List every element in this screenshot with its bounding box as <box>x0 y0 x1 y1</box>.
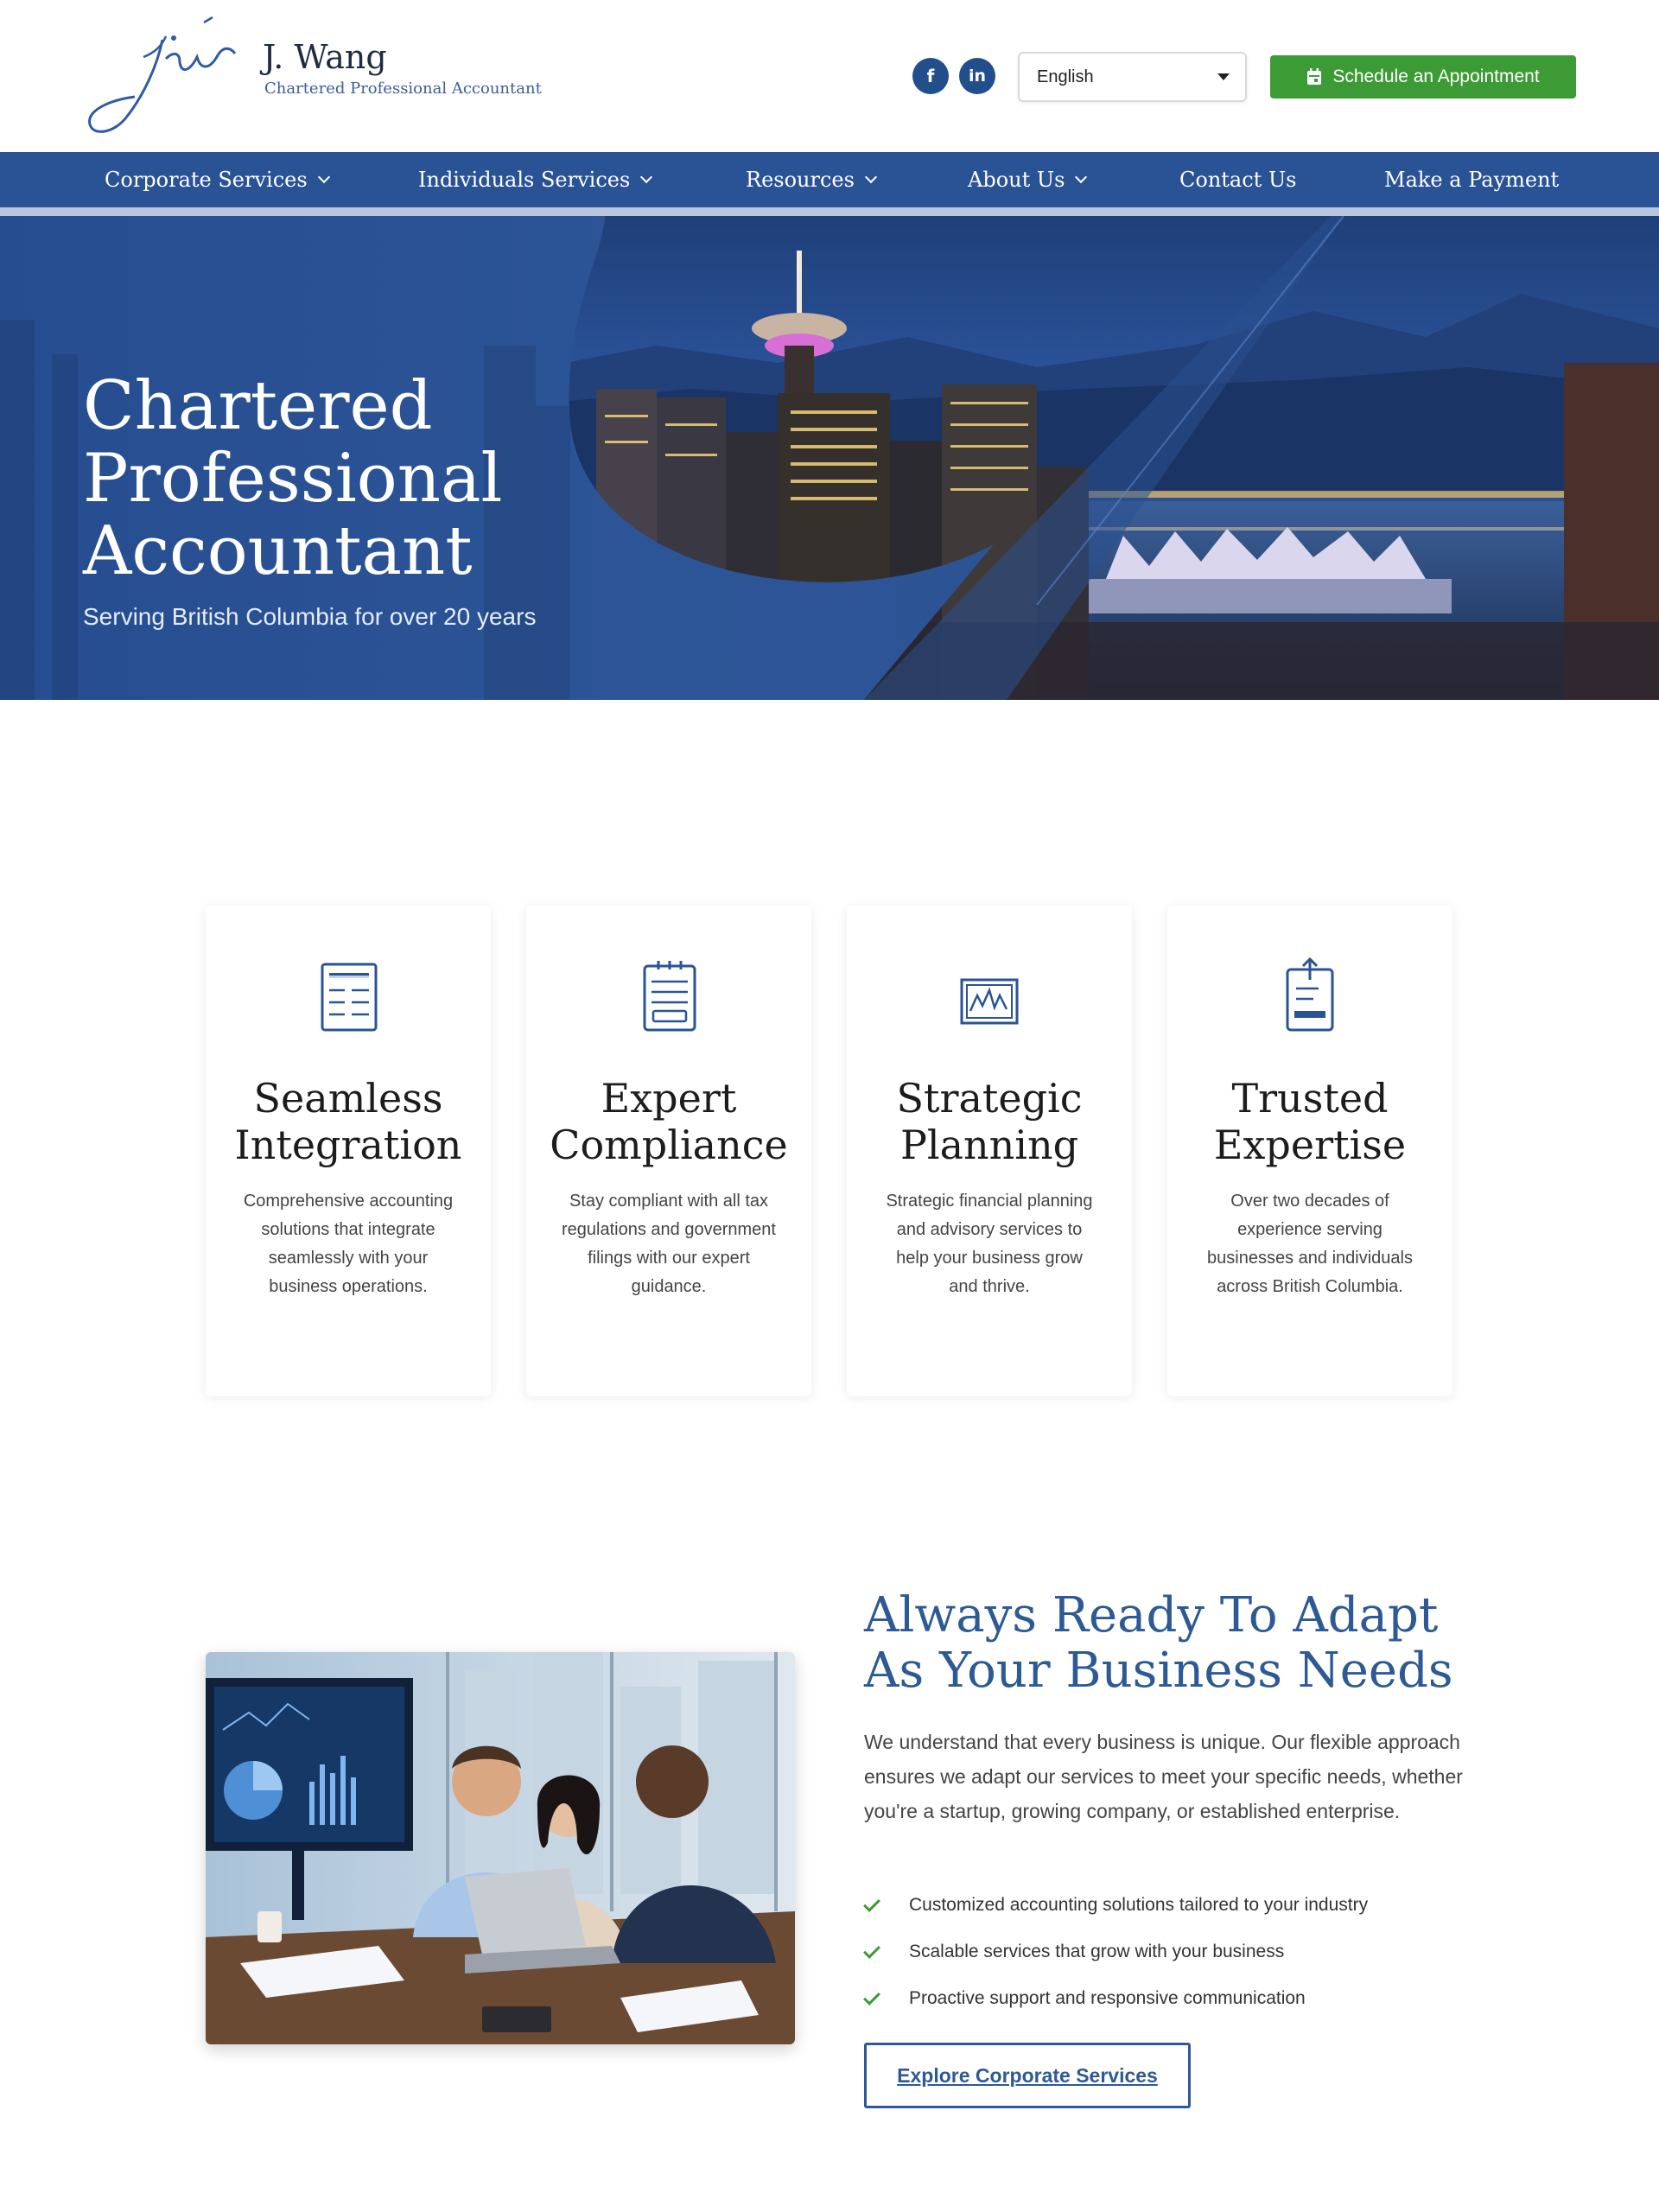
logo-tagline: Chartered Professional Accountant <box>264 79 542 98</box>
nav-item-label: Contact Us <box>1179 168 1297 192</box>
nav-item-label: Make a Payment <box>1384 168 1560 192</box>
adapt-section-body: We understand that every business is unique. Our flexible approach ensures we adapt our services to meet your specific needs, whether you're a startup, growing company, or established enterprise. <box>864 1731 1463 1822</box>
nav-item-individuals-services[interactable] <box>418 152 651 207</box>
feature-description: Stay compliant with all tax regulations and government filings with our expert guidance. <box>562 1192 776 1296</box>
hero-banner <box>0 216 1659 700</box>
list-item <box>864 1882 1486 1929</box>
nav-divider <box>0 207 1659 216</box>
site-header <box>0 0 1659 152</box>
clipboard-upload-icon <box>1275 957 1344 1035</box>
hero-title: Chartered Professional Accountant <box>83 367 503 590</box>
chevron-down-icon <box>865 171 877 183</box>
nav-item-label: About Us <box>968 168 1065 192</box>
feature-card-trusted-expertise <box>1167 906 1452 1396</box>
chevron-down-icon <box>318 171 330 183</box>
feature-card-seamless-integration <box>206 906 491 1396</box>
linkedin-icon[interactable]: in <box>959 58 995 94</box>
chevron-down-icon <box>1075 171 1087 183</box>
chart-board-icon <box>955 957 1024 1035</box>
feature-card-expert-compliance <box>526 906 811 1396</box>
nav-item-contact-us[interactable] <box>1179 152 1296 207</box>
adapt-section-title: Always Ready To Adapt As Your Business Needs <box>864 1587 1453 1699</box>
language-select[interactable] <box>1018 52 1247 102</box>
benefit-text: Customized accounting solutions tailored to your industry <box>909 1895 1369 1915</box>
nav-item-make-a-payment[interactable] <box>1384 152 1559 207</box>
calendar-icon <box>1306 68 1322 86</box>
feature-description: Strategic financial planning and advisory services to help your business grow and thrive. <box>886 1192 1093 1296</box>
nav-item-label: Resources <box>746 168 855 192</box>
nav-item-label: Individuals Services <box>418 168 631 192</box>
feature-title: Trusted Expertise <box>1213 1075 1407 1168</box>
main-nav <box>0 152 1659 207</box>
feature-title: Seamless Integration <box>234 1075 462 1168</box>
explore-corporate-services-button[interactable]: Explore Corporate Services <box>864 2043 1191 2108</box>
logo-name: J. Wang <box>263 38 387 76</box>
caret-down-icon <box>1217 73 1230 80</box>
benefit-text: Scalable services that grow with your business <box>909 1942 1285 1961</box>
nav-item-about-us[interactable] <box>968 152 1085 207</box>
hero-subtitle: Serving British Columbia for over 20 years <box>83 603 537 630</box>
clipboard-notes-icon <box>634 957 703 1035</box>
benefit-text: Proactive support and responsive communication <box>909 1988 1306 2008</box>
nav-item-label: Corporate Services <box>105 168 308 192</box>
list-item <box>864 1975 1486 2022</box>
checkmark-icon <box>863 1988 880 2005</box>
feature-title: Strategic Planning <box>896 1075 1083 1168</box>
list-item <box>864 1929 1486 1975</box>
feature-description: Comprehensive accounting solutions that integrate seamlessly with your business operations. <box>243 1192 454 1296</box>
language-selected-value: English <box>1037 67 1094 86</box>
checkmark-icon <box>863 1895 880 1912</box>
schedule-appointment-label: Schedule an Appointment <box>1332 67 1540 86</box>
office-team-illustration <box>206 1652 795 2044</box>
checkmark-icon <box>863 1942 880 1959</box>
benefit-list <box>864 1882 1486 2022</box>
jw-monogram-logo <box>83 14 256 143</box>
feature-title: Expert Compliance <box>550 1075 788 1168</box>
nav-item-resources[interactable] <box>746 152 875 207</box>
team-meeting-photo <box>206 1652 795 2044</box>
schedule-appointment-button[interactable] <box>1270 55 1576 99</box>
document-lines-icon <box>314 957 383 1035</box>
facebook-icon[interactable]: f <box>912 58 949 94</box>
chevron-down-icon <box>640 171 652 183</box>
feature-description: Over two decades of experience serving businesses and individuals across British Columbia. <box>1207 1192 1413 1296</box>
site-logo[interactable] <box>83 14 542 143</box>
nav-item-corporate-services[interactable] <box>105 152 328 207</box>
feature-card-strategic-planning <box>847 906 1132 1396</box>
